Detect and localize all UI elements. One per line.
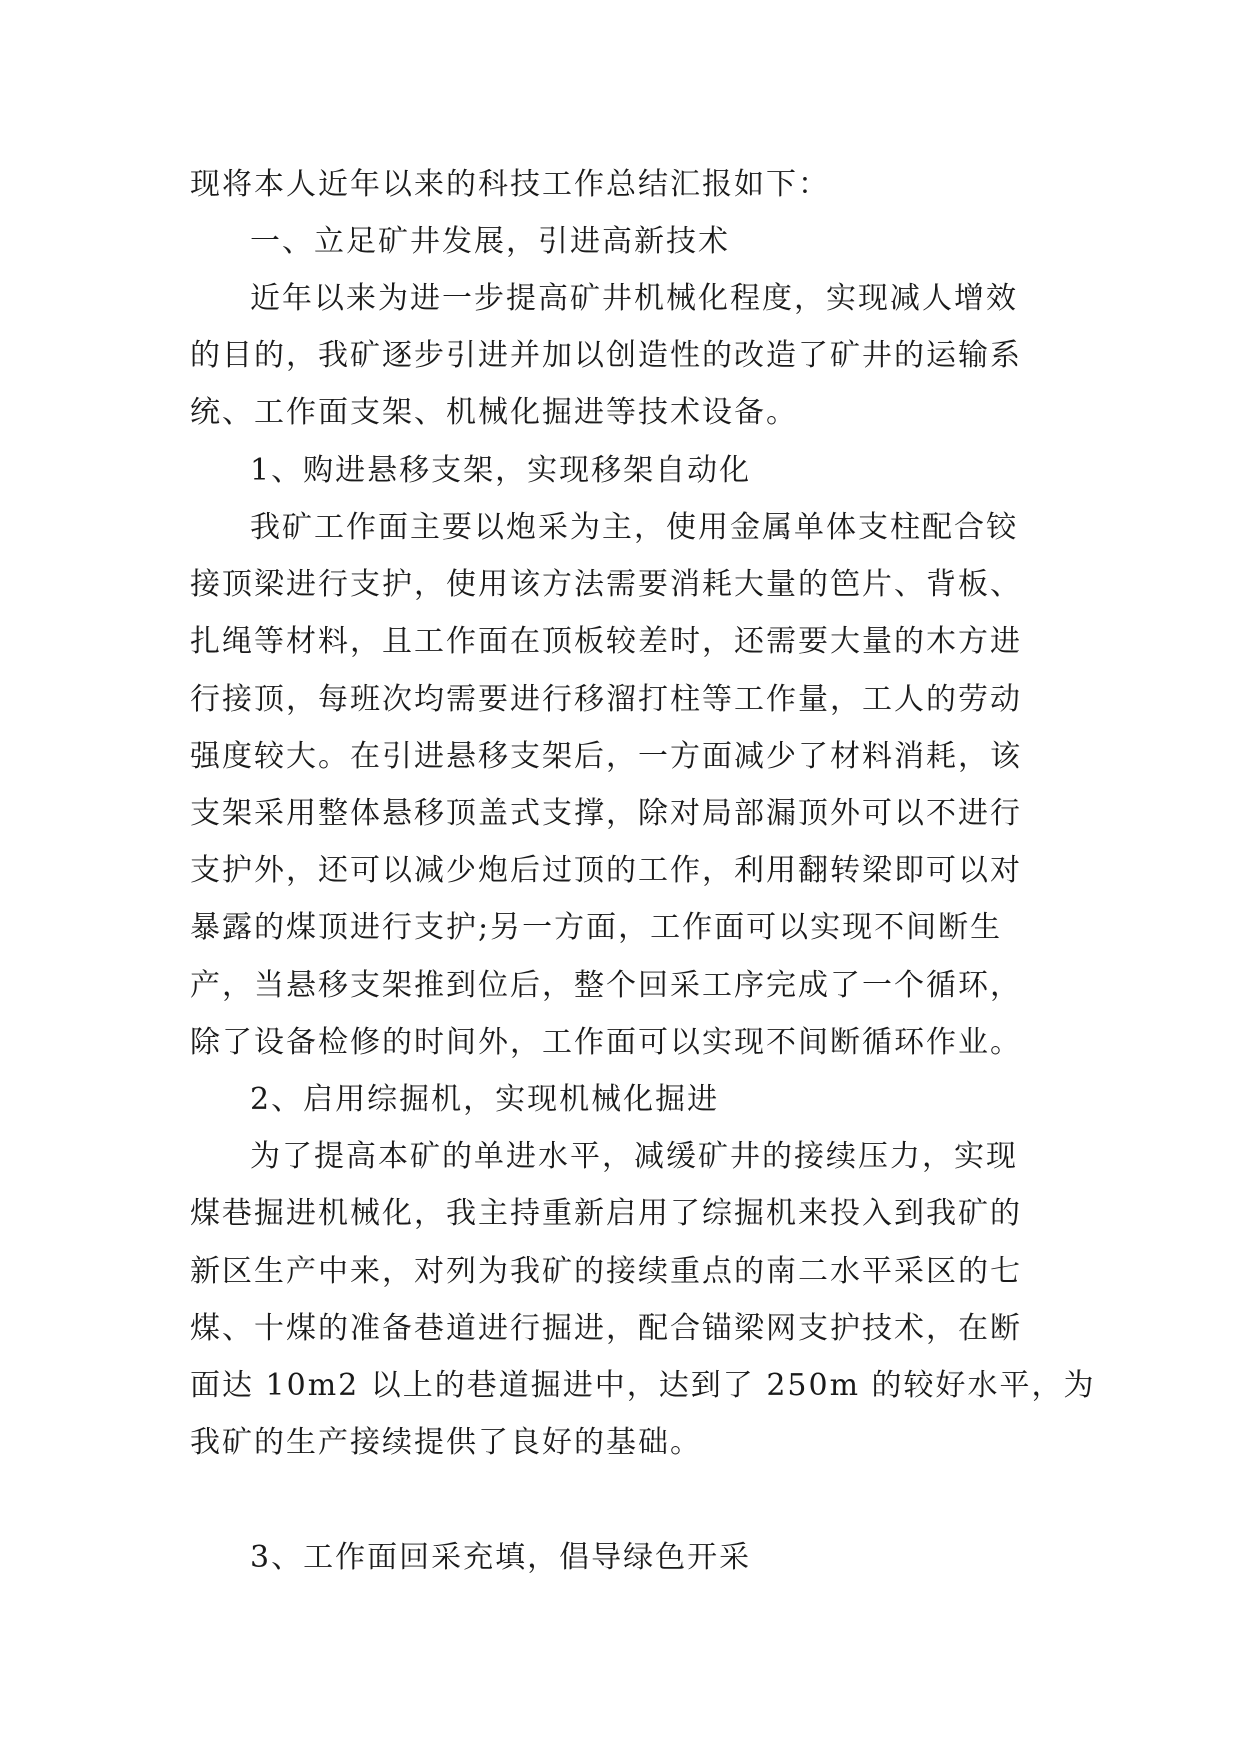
subheading-1: 1、购进悬移支架，实现移架自动化 [250, 453, 752, 488]
paragraph-line: 支护外，还可以减少炮后过顶的工作，利用翻转梁即可以对 [190, 853, 1022, 888]
paragraph-line: 煤、十煤的准备巷道进行掘进，配合锚梁网支护技术，在断 [190, 1311, 1022, 1346]
paragraph-line: 统、工作面支架、机械化掘进等技术设备。 [190, 395, 798, 430]
paragraph-line: 强度较大。在引进悬移支架后，一方面减少了材料消耗，该 [190, 739, 1022, 774]
paragraph-line: 支架采用整体悬移顶盖式支撑，除对局部漏顶外可以不进行 [190, 796, 1022, 831]
section-heading-1: 一、立足矿井发展，引进高新技术 [250, 224, 730, 259]
subheading-2: 2、启用综掘机，实现机械化掘进 [250, 1082, 720, 1117]
paragraph-line: 近年以来为进一步提高矿井机械化程度，实现减人增效 [250, 281, 1018, 316]
paragraph-line: 产，当悬移支架推到位后，整个回采工序完成了一个循环， [190, 968, 1022, 1003]
paragraph-line: 煤巷掘进机械化，我主持重新启用了综掘机来投入到我矿的 [190, 1196, 1022, 1231]
paragraph-line: 除了设备检修的时间外，工作面可以实现不间断循环作业。 [190, 1025, 1022, 1060]
paragraph-line: 接顶梁进行支护，使用该方法需要消耗大量的笆片、背板、 [190, 567, 1022, 602]
paragraph-line: 为了提高本矿的单进水平，减缓矿井的接续压力，实现 [250, 1139, 1018, 1174]
intro-line: 现将本人近年以来的科技工作总结汇报如下： [190, 167, 830, 202]
paragraph-line: 我矿工作面主要以炮采为主，使用金属单体支柱配合铰 [250, 510, 1018, 545]
subheading-3: 3、工作面回采充填，倡导绿色开采 [250, 1540, 752, 1575]
paragraph-line: 的目的，我矿逐步引进并加以创造性的改造了矿井的运输系 [190, 338, 1022, 373]
paragraph-line: 行接顶，每班次均需要进行移溜打柱等工作量，工人的劳动 [190, 682, 1022, 717]
paragraph-line: 我矿的生产接续提供了良好的基础。 [190, 1425, 702, 1460]
paragraph-line: 扎绳等材料，且工作面在顶板较差时，还需要大量的木方进 [190, 624, 1022, 659]
paragraph-line: 面达 10m2 以上的巷道掘进中，达到了 250m 的较好水平，为 [190, 1368, 1096, 1403]
paragraph-line: 暴露的煤顶进行支护;另一方面，工作面可以实现不间断生 [190, 910, 1003, 945]
paragraph-line: 新区生产中来，对列为我矿的接续重点的南二水平采区的七 [190, 1254, 1022, 1289]
